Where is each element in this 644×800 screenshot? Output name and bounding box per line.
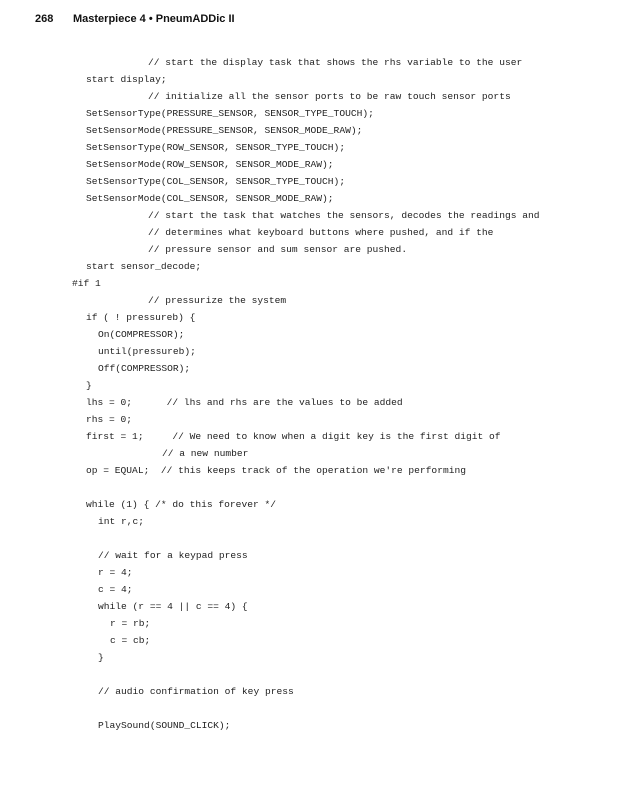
- code-line: // audio confirmation of key press: [98, 686, 294, 697]
- page-number: 268: [35, 13, 54, 25]
- code-line: while (1) { /* do this forever */: [86, 499, 276, 510]
- code-line: }: [86, 380, 92, 391]
- code-line: start sensor_decode;: [86, 261, 202, 272]
- code-line: int r,c;: [98, 516, 145, 527]
- code-line: PlaySound(SOUND_CLICK);: [98, 720, 231, 731]
- code-line: if ( ! pressureb) {: [86, 312, 196, 323]
- code-line: c = cb;: [110, 635, 151, 646]
- code-line: while (r == 4 || c == 4) {: [98, 601, 248, 612]
- code-line: // initialize all the sensor ports to be raw touch sensor ports: [148, 91, 511, 102]
- code-line: Off(COMPRESSOR);: [98, 363, 191, 374]
- code-line: op = EQUAL; // this keeps track of the operation we're performing: [86, 465, 466, 476]
- code-line: SetSensorMode(COL_SENSOR, SENSOR_MODE_RAW);: [86, 193, 334, 204]
- code-line: SetSensorMode(ROW_SENSOR, SENSOR_MODE_RAW);: [86, 159, 334, 170]
- code-line: // pressurize the system: [148, 295, 287, 306]
- code-line: until(pressureb);: [98, 346, 196, 357]
- running-header: [35, 13, 235, 25]
- code-line: SetSensorType(COL_SENSOR, SENSOR_TYPE_TOUCH);: [86, 176, 346, 187]
- code-line: c = 4;: [98, 584, 133, 595]
- code-line: r = rb;: [110, 618, 151, 629]
- code-line: #if 1: [72, 278, 101, 289]
- code-line: // determines what keyboard buttons where pushed, and if the: [148, 227, 494, 238]
- code-line: // pressure sensor and sum sensor are pushed.: [148, 244, 408, 255]
- code-line: // start the task that watches the sensors, decodes the readings and: [148, 210, 540, 221]
- code-line: lhs = 0; // lhs and rhs are the values to be added: [86, 397, 403, 408]
- code-line: // start the display task that shows the rhs variable to the user: [148, 57, 523, 68]
- code-line: // wait for a keypad press: [98, 550, 248, 561]
- code-line: SetSensorType(ROW_SENSOR, SENSOR_TYPE_TOUCH);: [86, 142, 346, 153]
- code-line: SetSensorMode(PRESSURE_SENSOR, SENSOR_MODE_RAW);: [86, 125, 363, 136]
- code-line: rhs = 0;: [86, 414, 133, 425]
- running-title: Masterpiece 4 • PneumADDic II: [73, 13, 235, 25]
- code-line: first = 1; // We need to know when a digit key is the first digit of: [86, 431, 501, 442]
- code-line: On(COMPRESSOR);: [98, 329, 185, 340]
- code-line: // a new number: [162, 448, 249, 459]
- code-line: start display;: [86, 74, 167, 85]
- code-line: SetSensorType(PRESSURE_SENSOR, SENSOR_TYPE_TOUCH);: [86, 108, 374, 119]
- code-line: }: [98, 652, 104, 663]
- code-line: r = 4;: [98, 567, 133, 578]
